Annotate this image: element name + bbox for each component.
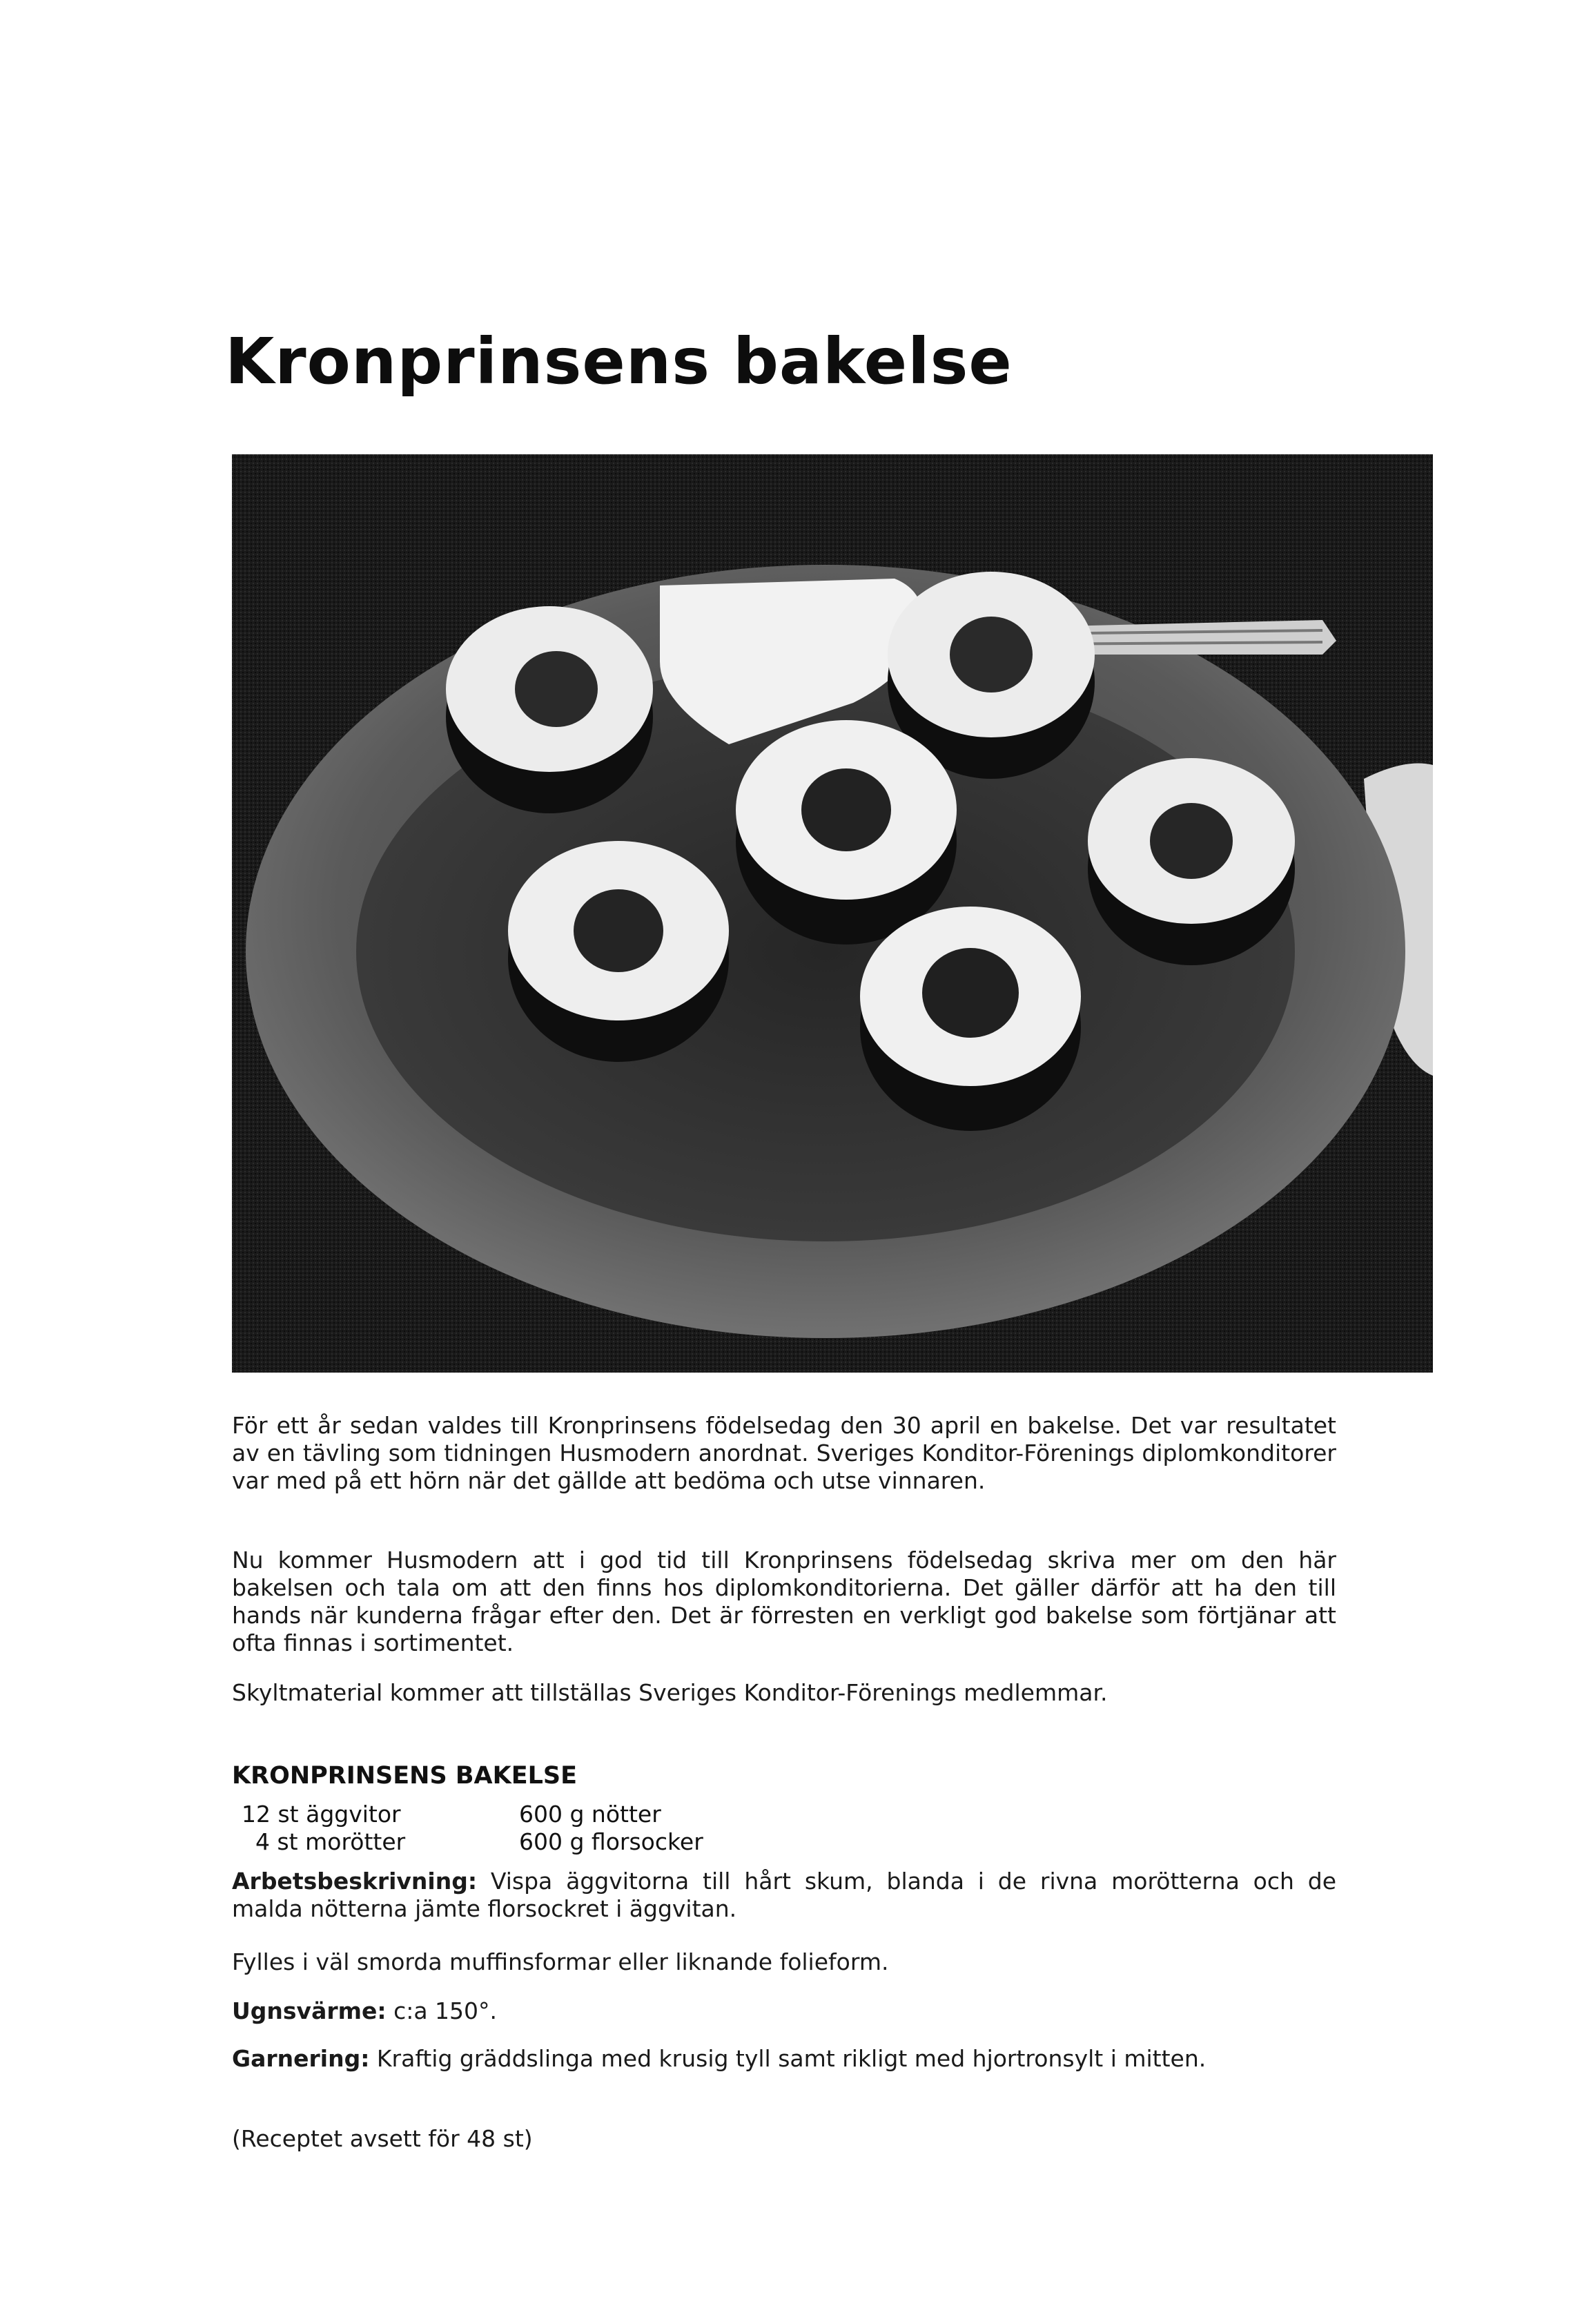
pastry — [1088, 758, 1295, 965]
intro-paragraph: Skyltmaterial kommer att tillställas Sveriges Konditor-Förenings medlemmar. — [232, 1679, 1108, 1706]
yield-note: (Receptet avsett för 48 st) — [232, 2125, 533, 2152]
oven-label: Ugnsvärme: — [232, 1997, 387, 2024]
pastry-photo — [232, 454, 1433, 1373]
pastry — [860, 907, 1081, 1131]
garnish-paragraph — [232, 2045, 1336, 2073]
garnish-label: Garnering: — [232, 2045, 370, 2072]
pastry-photo-illustration — [232, 454, 1433, 1373]
intro-paragraph: För ett år sedan valdes till Kronprinsens födelsedag den 30 april en bakelse. Det var resultatet av en tävling som tidningen Husmodern anordnat. Sveriges Konditor-Förenings diplomkonditorer var med på ett hörn när det gällde att bedöma och utse vinnaren. — [232, 1412, 1336, 1494]
method-label: Arbetsbeskrivning: — [232, 1868, 478, 1895]
ingredient-item: 12 st äggvitor — [242, 1801, 401, 1828]
oven-paragraph — [232, 1997, 1336, 2025]
pastry — [446, 606, 653, 813]
ingredient-list — [519, 1801, 703, 1856]
page-title: Kronprinsens bakelse — [225, 325, 1013, 398]
pastry — [736, 720, 957, 945]
oven-text: c:a 150°. — [386, 1997, 498, 2024]
pastry — [508, 841, 729, 1062]
method-paragraph — [232, 1868, 1336, 1923]
method-text: Vispa äggvitorna till hårt skum, blanda i de rivna morötterna och de malda nötterna jämte florsockret i äggvitan. — [232, 1868, 1336, 1922]
ingredient-item: 600 g nötter — [519, 1801, 661, 1828]
fill-paragraph: Fylles i väl smorda muffinsformar eller liknande folieform. — [232, 1948, 889, 1975]
garnish-text: Kraftig gräddslinga med krusig tyll samt rikligt med hjortronsylt i mitten. — [369, 2045, 1207, 2072]
recipe-title: KRONPRINSENS BAKELSE — [232, 1762, 578, 1790]
ingredient-item: 4 st morötter — [255, 1828, 406, 1855]
intro-paragraph: Nu kommer Husmodern att i god tid till Kronprinsens födelsedag skriva mer om den här bakelsen och tala om att den finns hos diplomkonditorierna. Det gäller därför att ha den till hands när kunderna frågar efter den. Det är förresten en verkligt god bakelse som förtjänar att ofta finnas i sortimentet. — [232, 1547, 1336, 1656]
ingredient-list — [242, 1801, 405, 1856]
ingredient-item: 600 g florsocker — [519, 1828, 703, 1855]
